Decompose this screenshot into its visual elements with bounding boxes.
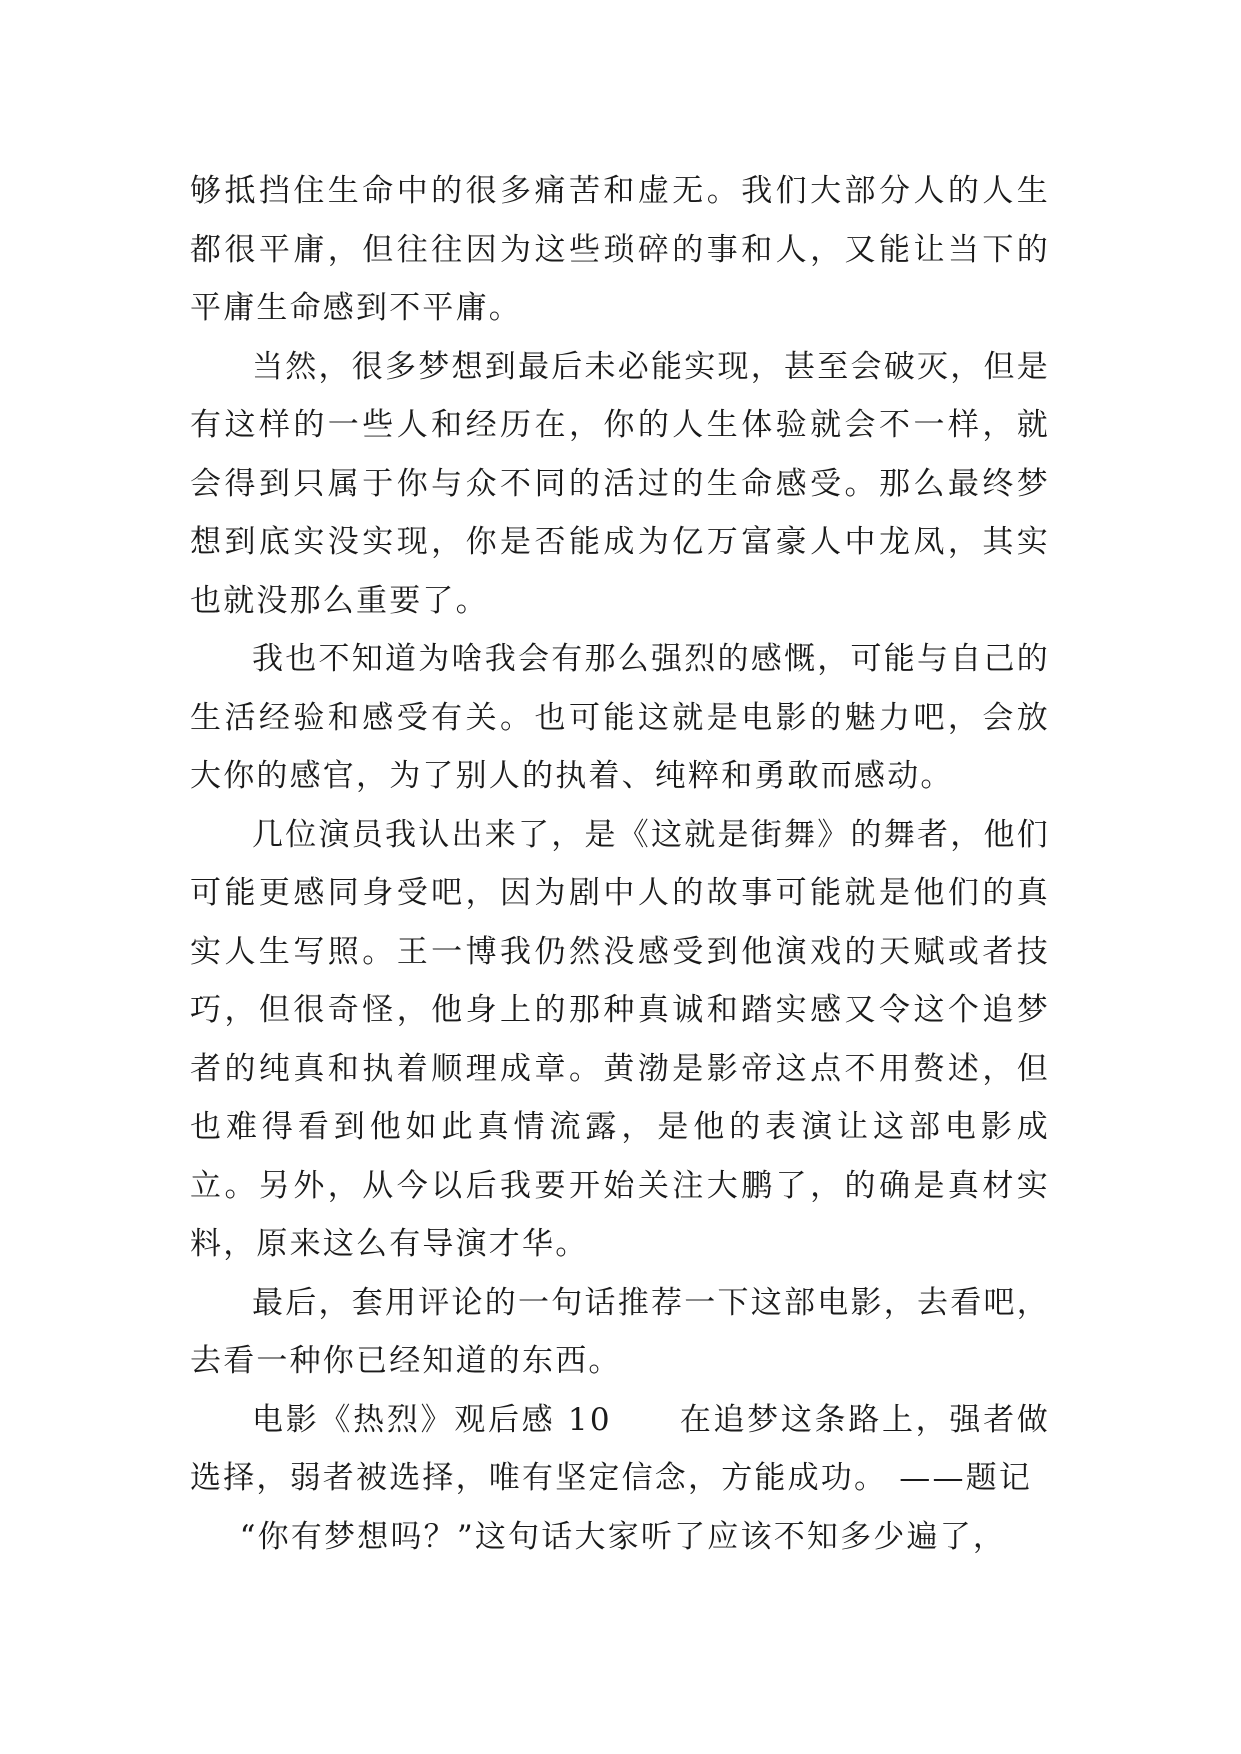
paragraph-5: 最后，套用评论的一句话推荐一下这部电影，去看吧，去看一种你已经知道的东西。: [190, 1284, 1050, 1379]
paragraph-2: 当然，很多梦想到最后未必能实现，甚至会破灭，但是有这样的一些人和经历在，你的人生体验就会不一样，就会得到只属于你与众不同的活过的生命感受。那么最终梦想到底实没实现，你是否能成为亿万富豪人中龙凤，其实也就没那么重要了。: [190, 348, 1050, 619]
paragraph-6-section-title-and-epigraph: 电影《热烈》观后感 10 在追梦这条路上，强者做选择，弱者被选择，唯有坚定信念，方能成功。 ——题记: [190, 1401, 1050, 1496]
paragraph-3: 我也不知道为啥我会有那么强烈的感慨，可能与自己的生活经验和感受有关。也可能这就是电影的魅力吧，会放大你的感官，为了别人的执着、纯粹和勇敢而感动。: [190, 641, 1050, 794]
paragraph-1: 够抵挡住生命中的很多痛苦和虚无。我们大部分人的人生都很平庸，但往往因为这些琐碎的事和人，又能让当下的平庸生命感到不平庸。: [190, 173, 1050, 326]
paragraph-7: “你有梦想吗？”这句话大家听了应该不知多少遍了，: [239, 1518, 1007, 1555]
paragraph-4: 几位演员我认出来了，是《这就是街舞》的舞者，他们可能更感同身受吧，因为剧中人的故事可能就是他们的真实人生写照。王一博我仍然没感受到他演戏的天赋或者技巧，但很奇怪，他身上的那种真诚和踏实感又令这个追梦者的纯真和执着顺理成章。黄渤是影帝这点不用赘述，但也难得看到他如此真情流露，是他的表演让这部电影成立。另外，从今以后我要开始关注大鹏了，的确是真材实料，原来这么有导演才华。: [190, 816, 1050, 1262]
body-text: [190, 162, 1050, 1566]
